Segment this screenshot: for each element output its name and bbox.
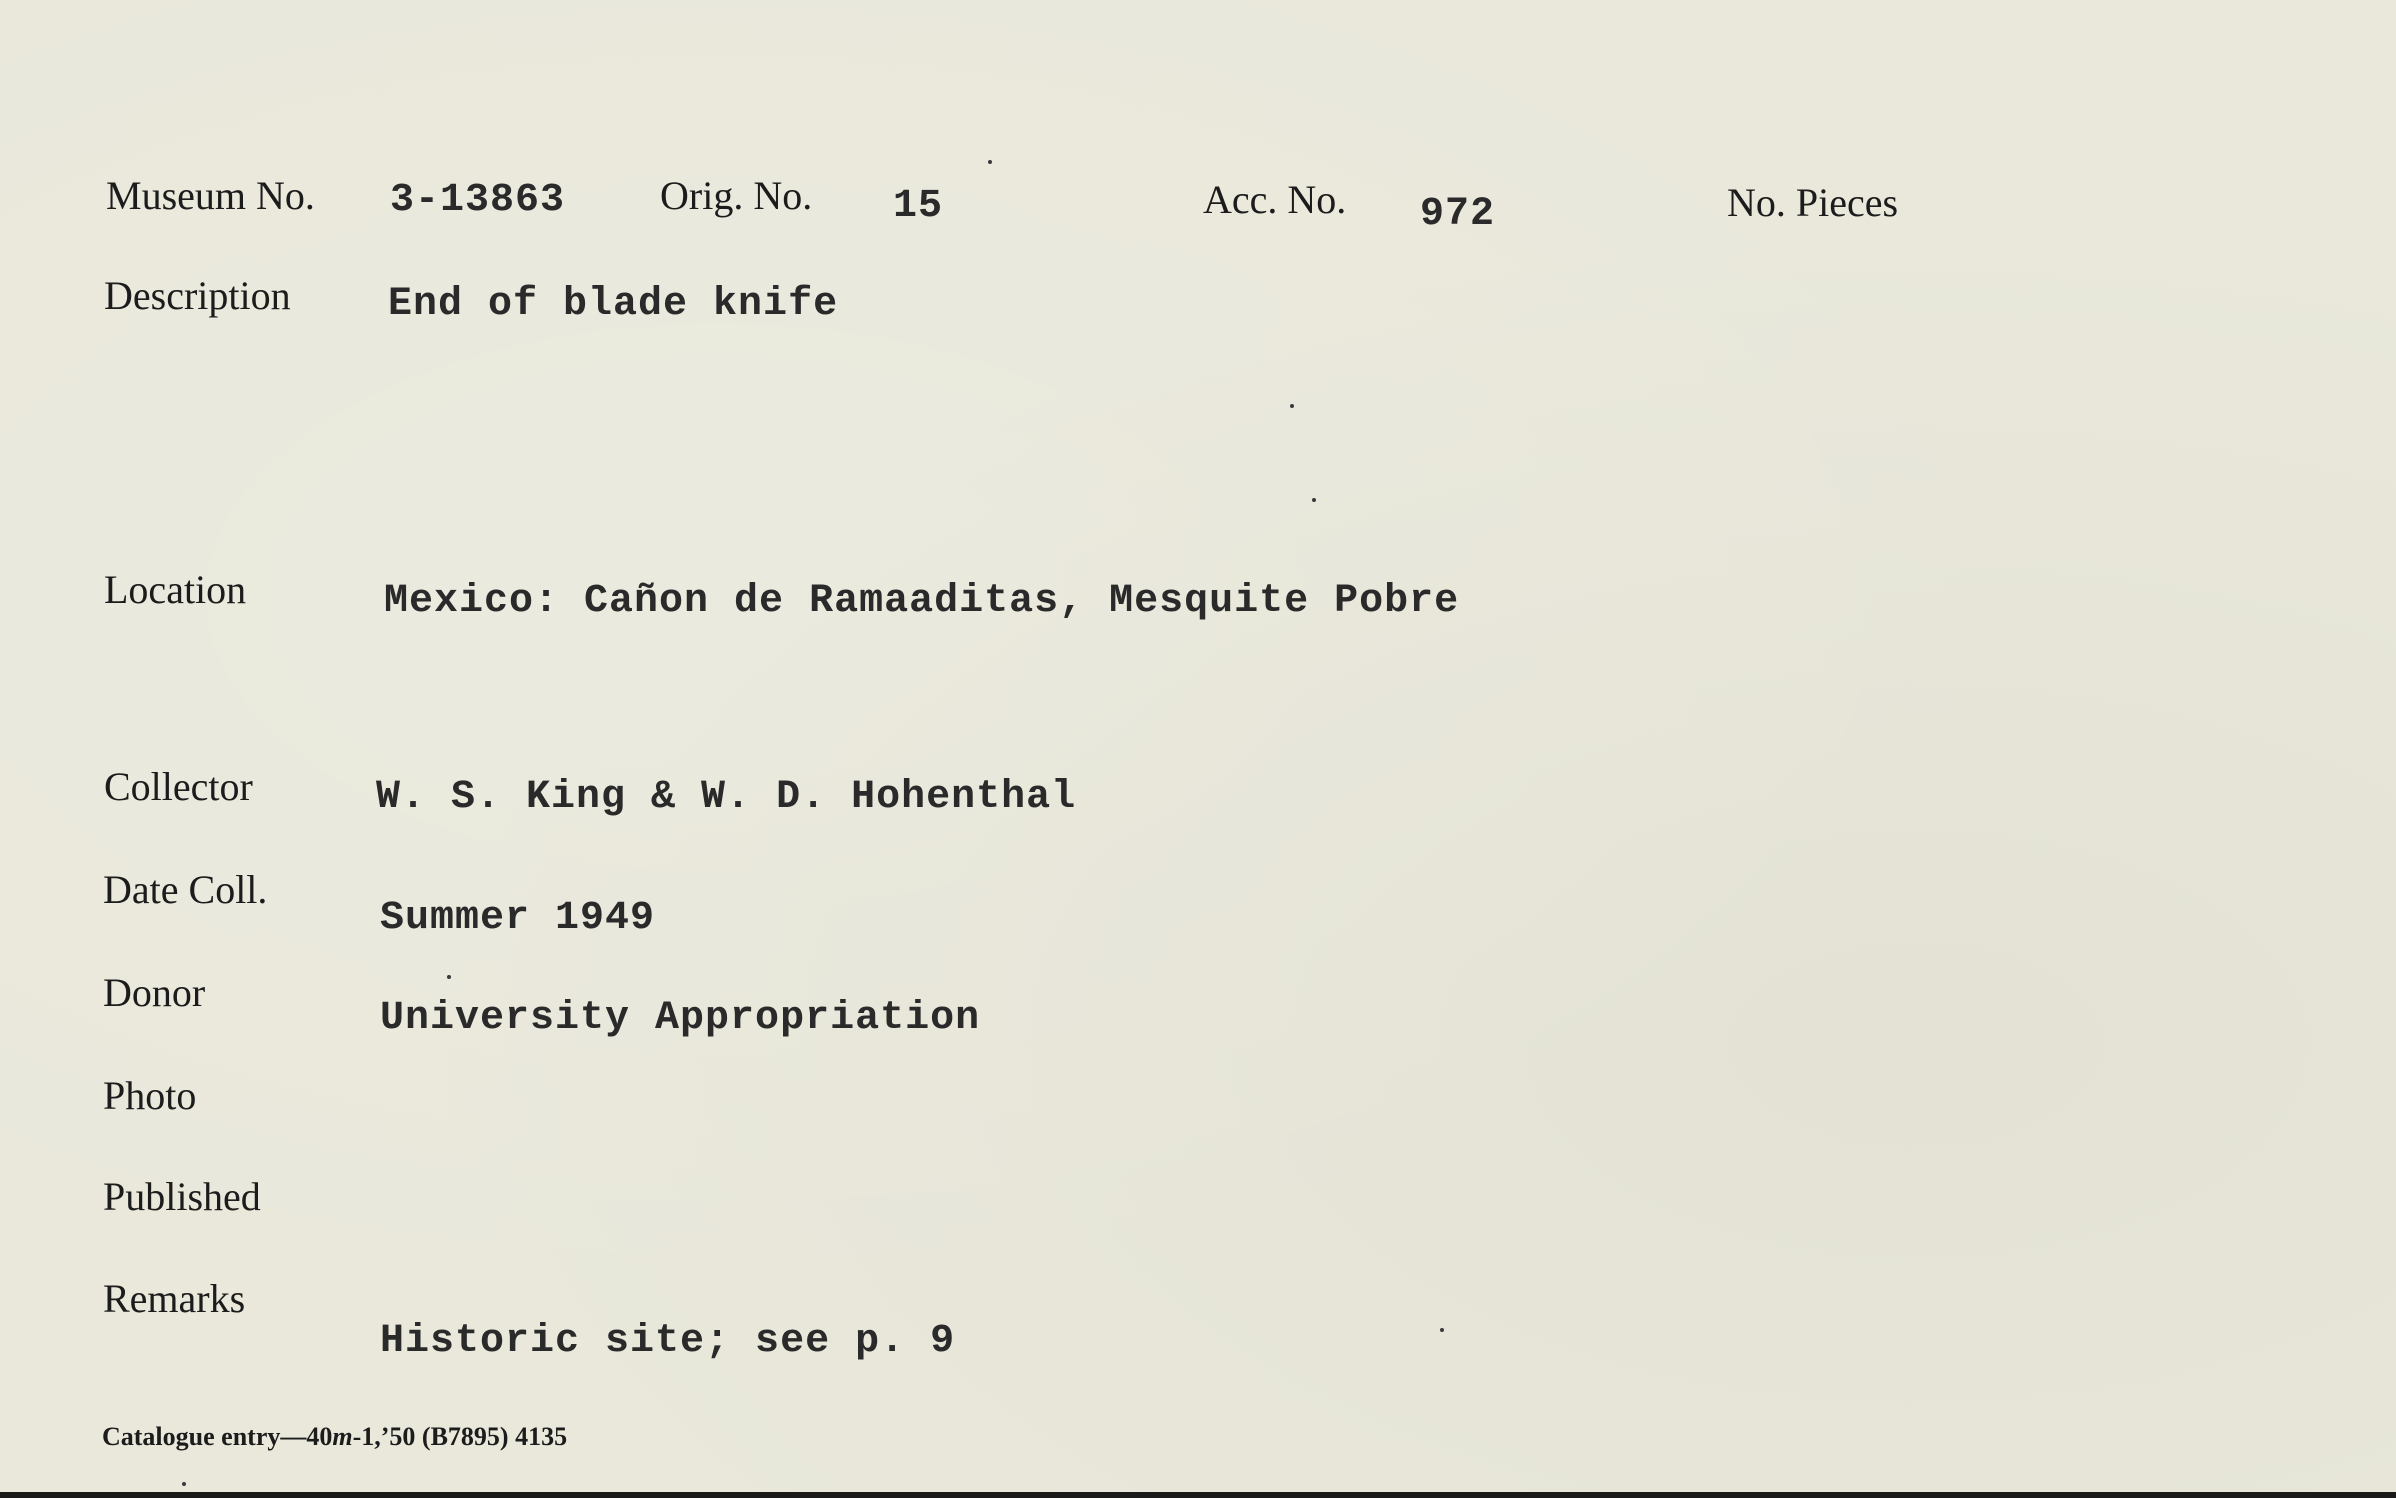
footer-suffix: -1,’50 (B7895) 4135	[352, 1422, 568, 1451]
location-label: Location	[104, 567, 247, 612]
photo-label: Photo	[103, 1073, 197, 1118]
footer-prefix: Catalogue entry—40	[102, 1422, 333, 1451]
location-value: Mexico: Cañon de Ramaaditas, Mesquite Pobre	[384, 579, 1460, 624]
description-value: End of blade knife	[388, 282, 839, 327]
catalogue-footer	[102, 1424, 567, 1450]
paper-speck	[447, 975, 451, 979]
orig-no-label: Orig. No.	[660, 173, 813, 218]
donor-label: Donor	[103, 970, 206, 1015]
collector-label: Collector	[104, 764, 253, 809]
date-coll-value: Summer 1949	[380, 896, 656, 941]
published-label: Published	[103, 1174, 261, 1219]
acc-no-value: 972	[1420, 192, 1496, 237]
donor-value: University Appropriation	[380, 996, 981, 1041]
description-label: Description	[104, 273, 291, 318]
paper-speck	[182, 1482, 186, 1486]
orig-no-value: 15	[893, 184, 944, 229]
no-pieces-label: No. Pieces	[1727, 180, 1899, 225]
collector-value: W. S. King & W. D. Hohenthal	[376, 775, 1077, 820]
footer-italic: m	[332, 1422, 353, 1451]
remarks-value: Historic site; see p. 9	[380, 1319, 956, 1364]
paper-speck	[1440, 1328, 1444, 1332]
paper-speck	[1312, 498, 1316, 502]
paper-speck	[988, 160, 992, 164]
acc-no-label: Acc. No.	[1203, 177, 1347, 222]
date-coll-label: Date Coll.	[103, 867, 268, 912]
museum-no-label: Museum No.	[106, 173, 315, 218]
paper-speck	[1290, 404, 1294, 408]
remarks-label: Remarks	[103, 1276, 246, 1321]
museum-no-value: 3-13863	[390, 178, 566, 223]
